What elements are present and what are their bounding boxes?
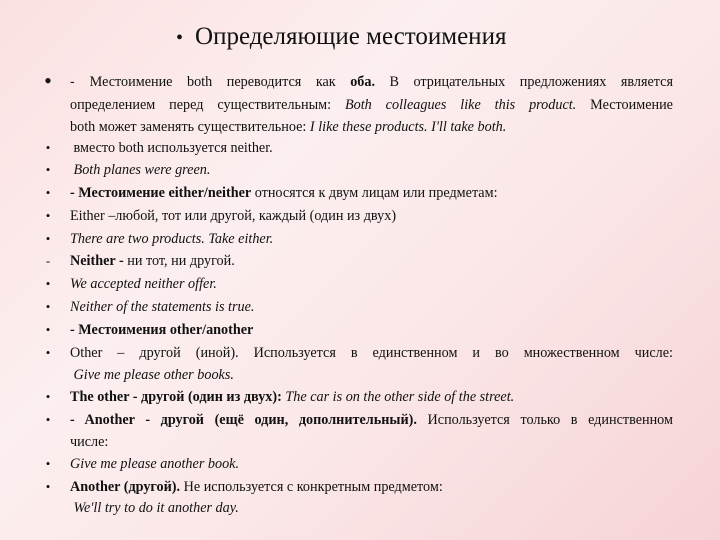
bullet-dot: • — [45, 322, 51, 337]
text-fragment: - Another - другой (ещё один, дополнительный). — [70, 412, 417, 428]
text-fragment: - — [70, 74, 90, 90]
line-text — [70, 296, 254, 318]
text-fragment: Give me please other books. — [70, 367, 234, 383]
text-fragment: Neither of the statements is true. — [70, 299, 255, 315]
line-text — [70, 364, 234, 386]
text-fragment: Both colleagues like this product. — [344, 97, 577, 113]
text-fragment: Neither - — [70, 253, 128, 269]
line-text — [70, 159, 210, 181]
line-text — [70, 497, 239, 519]
bullet-dot: • — [45, 231, 51, 246]
line-text — [70, 342, 673, 364]
line-text — [70, 431, 108, 453]
line-text — [70, 319, 253, 341]
bullet-dot: • — [45, 276, 51, 291]
text-fragment: The other - другой (один из двух): — [70, 389, 286, 405]
dash-bullet: - — [45, 253, 51, 268]
text-fragment: There are two products. Take either. — [70, 231, 274, 247]
bullet-dot: • — [45, 412, 51, 427]
bullet-dot: • — [45, 140, 51, 155]
bullet-dot: • — [45, 479, 51, 494]
text-fragment: определением перед существительным: — [70, 97, 345, 113]
text-fragment: I like these products. I'll take both. — [309, 119, 507, 135]
text-fragment: We'll try to do it another day. — [70, 500, 239, 516]
bullet-dot: • — [45, 389, 51, 404]
line-text — [70, 205, 396, 227]
text-fragment: Either –любой, тот или другой, каждый (один из двух) — [70, 208, 397, 224]
text-fragment: оба. — [350, 74, 376, 90]
text-fragment: We accepted neither offer. — [70, 276, 217, 292]
line-text — [70, 94, 673, 116]
text-fragment: Give me please another book. — [70, 456, 240, 472]
text-fragment: Местоимение — [576, 97, 673, 113]
text-fragment: Местоимение both переводится как — [89, 74, 351, 90]
bullet-dot: • — [44, 68, 52, 93]
line-text — [70, 182, 498, 204]
bullet-dot: • — [45, 456, 51, 471]
line-text — [70, 116, 506, 138]
line-text — [70, 386, 514, 408]
bullet-dot: • — [45, 162, 51, 177]
text-fragment: both может заменять существительное: — [70, 119, 310, 135]
bullet-dot: • — [45, 299, 51, 314]
text-fragment: ни тот, ни другой. — [127, 253, 235, 269]
text-fragment: числе: — [70, 434, 109, 450]
line-text — [70, 250, 235, 272]
text-fragment: вместо both используется neither. — [70, 140, 273, 156]
text-fragment: Используется только в единственном — [416, 412, 673, 428]
title-text: Определяющие местоимения — [195, 23, 507, 50]
bullet-dot: • — [45, 208, 51, 223]
text-fragment: - Местоимение either/neither — [70, 185, 252, 201]
line-text — [70, 409, 673, 431]
line-text — [70, 273, 217, 295]
line-text — [70, 476, 443, 498]
line-text — [70, 453, 239, 475]
text-fragment: - Местоимения other/another — [70, 322, 254, 338]
line-text — [70, 228, 273, 250]
line-text — [70, 71, 673, 93]
bullet-dot: • — [45, 345, 51, 360]
title-bullet: • — [176, 27, 184, 49]
text-fragment: относятся к двум лицам или предметам: — [251, 185, 498, 201]
text-fragment: В отрицательных предложениях является — [375, 74, 673, 90]
text-fragment: Не используется с конкретным предметом: — [180, 479, 443, 495]
line-text — [70, 137, 273, 159]
bullet-dot: • — [45, 185, 51, 200]
text-fragment: Both planes were green. — [70, 162, 211, 178]
text-fragment: Another (другой). — [70, 479, 181, 495]
text-fragment: Other – другой (иной). Используется в единственном и во множественном числе: — [70, 345, 673, 361]
text-fragment: The car is on the other side of the street. — [285, 389, 515, 405]
